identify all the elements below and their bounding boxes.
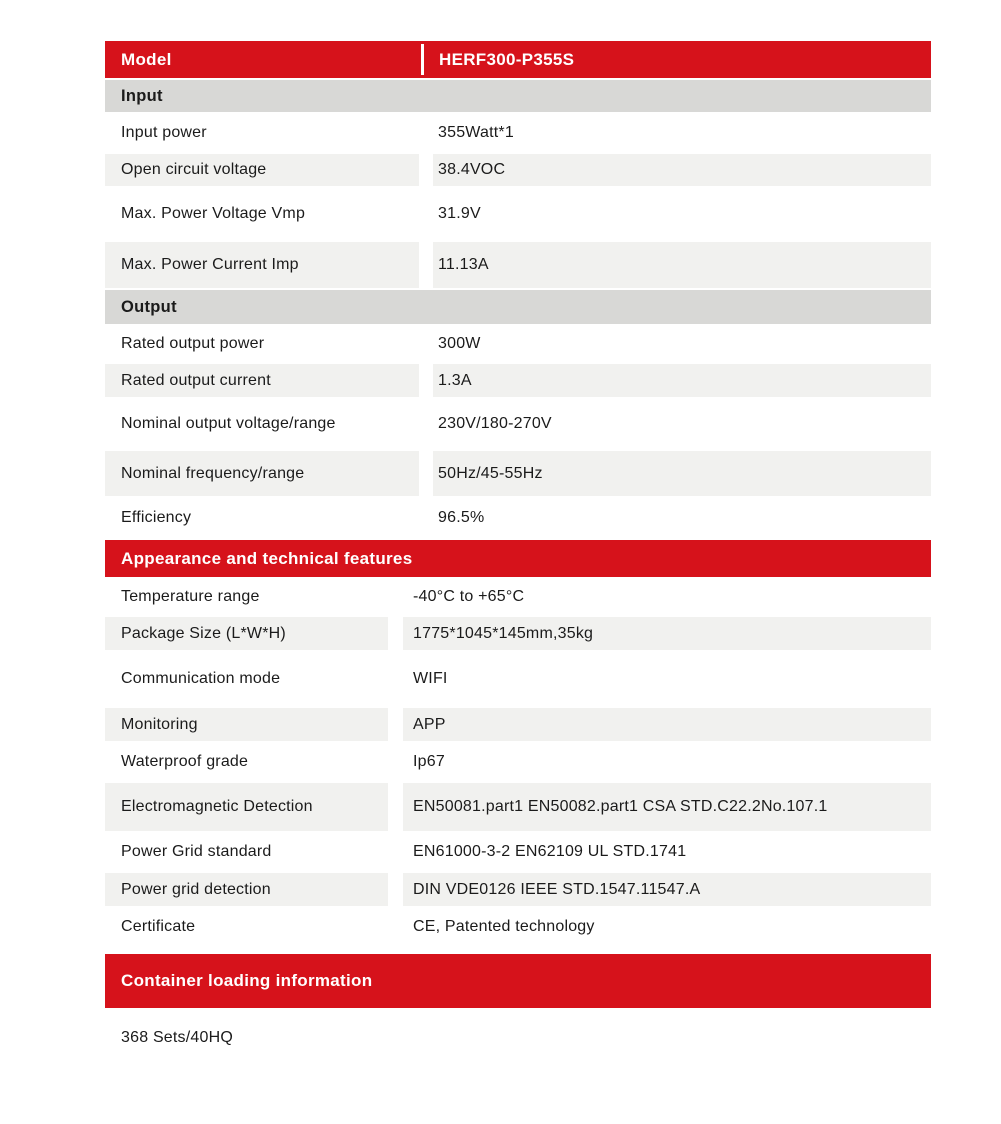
spec-row-communication-mode: [105, 652, 931, 706]
section-header-container-loading: Container loading information: [105, 954, 931, 1008]
spec-value: EN50081.part1 EN50082.part1 CSA STD.C22.2No.107.1: [403, 783, 931, 831]
column-gap: [419, 114, 433, 152]
spec-value: 230V/180-270V: [433, 399, 931, 449]
column-gap: [388, 908, 403, 946]
column-gap: [419, 399, 433, 449]
model-header-row: [105, 41, 931, 78]
spec-value: 11.13A: [433, 242, 931, 288]
spec-label: Electromagnetic Detection: [105, 783, 388, 831]
column-gap: [419, 451, 433, 496]
spec-row-open-circuit-voltage: [105, 154, 931, 186]
spec-value: 1775*1045*145mm,35kg: [403, 617, 931, 650]
spec-label: Max. Power Voltage Vmp: [105, 188, 419, 240]
spec-value: Ip67: [403, 743, 931, 781]
spec-label: Temperature range: [105, 579, 388, 615]
product-spec-table: [105, 41, 931, 1050]
spec-value: 38.4VOC: [433, 154, 931, 186]
column-gap: [419, 326, 433, 362]
spec-row-monitoring: [105, 708, 931, 741]
spec-label: Max. Power Current Imp: [105, 242, 419, 288]
spec-label: Power Grid standard: [105, 833, 388, 871]
spec-value: 300W: [433, 326, 931, 362]
spec-label: Input power: [105, 114, 419, 152]
spec-label: Nominal output voltage/range: [105, 399, 419, 449]
spec-label: Nominal frequency/range: [105, 451, 419, 496]
column-gap: [388, 579, 403, 615]
spec-value: 96.5%: [433, 498, 931, 538]
spec-row-rated-output-power: [105, 326, 931, 362]
spec-row-nominal-output-voltage: [105, 399, 931, 449]
model-header-label: Model: [121, 49, 172, 69]
section-header-output: Output: [105, 290, 931, 324]
spec-row-nominal-frequency: [105, 451, 931, 496]
spec-row-temperature-range: [105, 579, 931, 615]
column-gap: [388, 783, 403, 831]
column-gap: [388, 652, 403, 706]
spec-row-waterproof-grade: [105, 743, 931, 781]
spec-label: Rated output power: [105, 326, 419, 362]
spec-row-package-size: [105, 617, 931, 650]
spec-row-input-power: [105, 114, 931, 152]
spec-row-power-grid-detection: [105, 873, 931, 906]
section-header-appearance: Appearance and technical features: [105, 540, 931, 577]
spec-row-max-power-current: [105, 242, 931, 288]
column-gap: [388, 873, 403, 906]
spec-value: -40°C to +65°C: [403, 579, 931, 615]
column-gap: [388, 833, 403, 871]
column-gap: [388, 708, 403, 741]
spec-value: EN61000-3-2 EN62109 UL STD.1741: [403, 833, 931, 871]
spec-value: 1.3A: [433, 364, 931, 397]
column-gap: [419, 154, 433, 186]
spec-row-certificate: [105, 908, 931, 946]
spec-label: Package Size (L*W*H): [105, 617, 388, 650]
spec-row-max-power-voltage: [105, 188, 931, 240]
container-capacity-text: 368 Sets/40HQ: [121, 1029, 233, 1046]
spec-label: Certificate: [105, 908, 388, 946]
column-gap: [419, 498, 433, 538]
spec-row-power-grid-standard: [105, 833, 931, 871]
section-header-input: Input: [105, 80, 931, 112]
column-gap: [388, 743, 403, 781]
column-gap: [388, 617, 403, 650]
column-gap: [419, 188, 433, 240]
spec-value: 355Watt*1: [433, 114, 931, 152]
model-header-value: HERF300-P355S: [439, 49, 575, 69]
spec-row-electromagnetic-detection: [105, 783, 931, 831]
spec-label: Efficiency: [105, 498, 419, 538]
spec-value: 50Hz/45-55Hz: [433, 451, 931, 496]
spec-label: Monitoring: [105, 708, 388, 741]
spec-value: CE, Patented technology: [403, 908, 931, 946]
spec-value: APP: [403, 708, 931, 741]
spec-label: Communication mode: [105, 652, 388, 706]
spec-label: Rated output current: [105, 364, 419, 397]
spec-row-rated-output-current: [105, 364, 931, 397]
spec-value: 31.9V: [433, 188, 931, 240]
column-gap: [419, 242, 433, 288]
spec-row-efficiency: [105, 498, 931, 538]
column-gap: [419, 364, 433, 397]
spec-label: Power grid detection: [105, 873, 388, 906]
spec-value: DIN VDE0126 IEEE STD.1547.11547.A: [403, 873, 931, 906]
spec-label: Open circuit voltage: [105, 154, 419, 186]
spec-value: WIFI: [403, 652, 931, 706]
spec-label: Waterproof grade: [105, 743, 388, 781]
